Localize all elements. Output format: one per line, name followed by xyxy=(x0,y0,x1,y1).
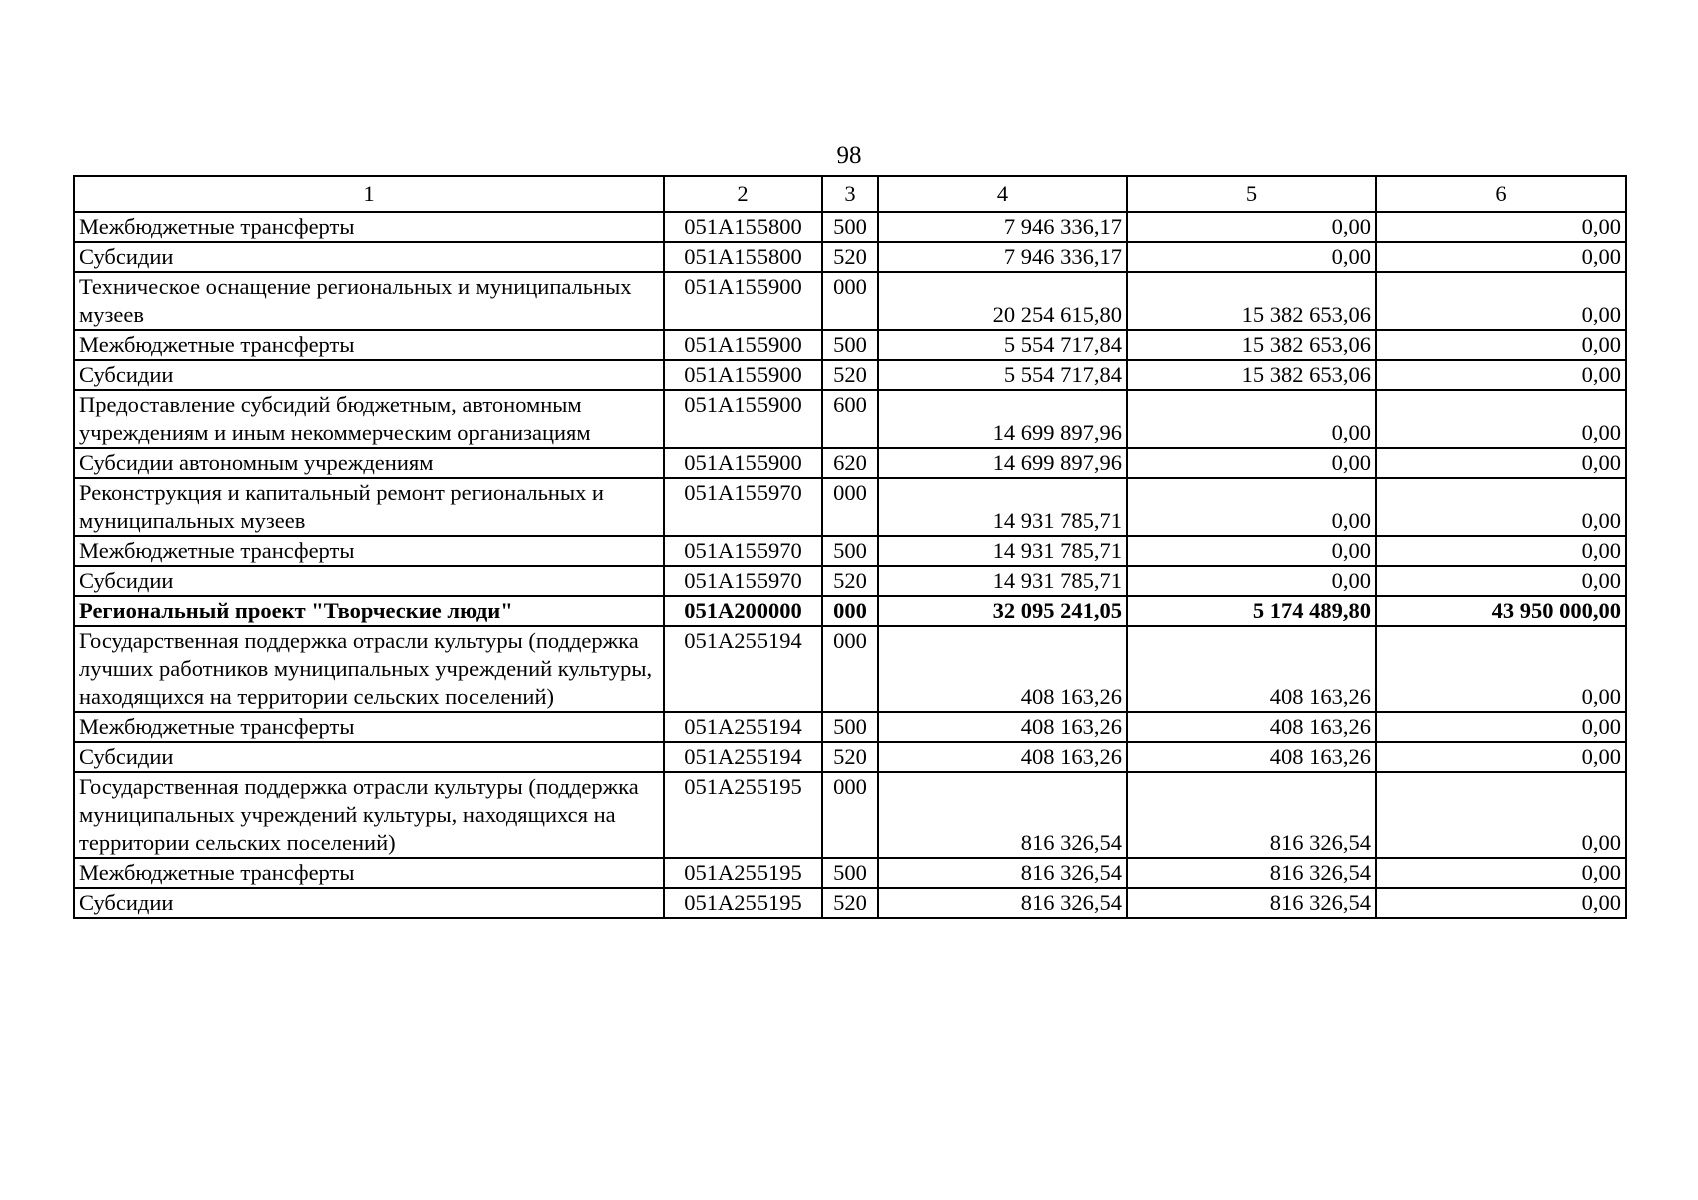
row-value-6-cell: 0,00 xyxy=(1376,330,1626,360)
table-row xyxy=(74,360,1626,390)
row-name-cell: Техническое оснащение региональных и муниципальных музеев xyxy=(74,272,664,330)
row-name-cell: Предоставление субсидий бюджетным, автономным учреждениям и иным некоммерческим организациям xyxy=(74,390,664,448)
column-header-6: 6 xyxy=(1376,176,1626,212)
table-row xyxy=(74,888,1626,918)
row-code-cell: 051A155900 xyxy=(664,448,822,478)
row-value-6-cell: 0,00 xyxy=(1376,448,1626,478)
table-row xyxy=(74,772,1626,858)
row-type-cell: 500 xyxy=(822,536,878,566)
row-type-cell: 500 xyxy=(822,858,878,888)
row-value-5-cell: 816 326,54 xyxy=(1127,888,1376,918)
row-type-cell: 620 xyxy=(822,448,878,478)
table-row xyxy=(74,212,1626,242)
row-value-4-cell: 7 946 336,17 xyxy=(878,242,1127,272)
table-row xyxy=(74,242,1626,272)
row-value-4-cell: 408 163,26 xyxy=(878,712,1127,742)
row-value-4-cell: 7 946 336,17 xyxy=(878,212,1127,242)
column-header-1: 1 xyxy=(74,176,664,212)
row-code-cell: 051A155900 xyxy=(664,272,822,330)
table-row xyxy=(74,596,1626,626)
row-value-5-cell: 0,00 xyxy=(1127,448,1376,478)
row-type-cell: 520 xyxy=(822,242,878,272)
row-value-6-cell: 0,00 xyxy=(1376,626,1626,712)
row-type-cell: 500 xyxy=(822,330,878,360)
row-value-5-cell: 408 163,26 xyxy=(1127,626,1376,712)
header-row xyxy=(74,176,1626,212)
row-type-cell: 000 xyxy=(822,772,878,858)
row-name-cell: Государственная поддержка отрасли культуры (поддержка лучших работников муниципальных учреждений культуры, находящихся на территории сельских поселений) xyxy=(74,626,664,712)
row-code-cell: 051A155800 xyxy=(664,242,822,272)
row-code-cell: 051A255194 xyxy=(664,626,822,712)
row-code-cell: 051A255194 xyxy=(664,742,822,772)
row-code-cell: 051A155800 xyxy=(664,212,822,242)
page-number: 98 xyxy=(836,142,862,169)
row-value-5-cell: 408 163,26 xyxy=(1127,712,1376,742)
row-name-cell: Региональный проект "Творческие люди" xyxy=(74,596,664,626)
table-row xyxy=(74,566,1626,596)
row-value-5-cell: 0,00 xyxy=(1127,478,1376,536)
row-value-4-cell: 32 095 241,05 xyxy=(878,596,1127,626)
row-code-cell: 051A155900 xyxy=(664,330,822,360)
row-value-4-cell: 408 163,26 xyxy=(878,626,1127,712)
row-value-6-cell: 0,00 xyxy=(1376,712,1626,742)
row-code-cell: 051A255195 xyxy=(664,888,822,918)
row-code-cell: 051A255195 xyxy=(664,858,822,888)
row-type-cell: 600 xyxy=(822,390,878,448)
row-value-4-cell: 816 326,54 xyxy=(878,888,1127,918)
row-name-cell: Межбюджетные трансферты xyxy=(74,712,664,742)
row-name-cell: Межбюджетные трансферты xyxy=(74,536,664,566)
row-name-cell: Межбюджетные трансферты xyxy=(74,212,664,242)
row-value-5-cell: 0,00 xyxy=(1127,566,1376,596)
row-value-4-cell: 408 163,26 xyxy=(878,742,1127,772)
row-value-5-cell: 816 326,54 xyxy=(1127,772,1376,858)
column-header-2: 2 xyxy=(664,176,822,212)
row-value-4-cell: 14 931 785,71 xyxy=(878,566,1127,596)
table-row xyxy=(74,742,1626,772)
row-value-4-cell: 20 254 615,80 xyxy=(878,272,1127,330)
column-header-3: 3 xyxy=(822,176,878,212)
row-value-6-cell: 0,00 xyxy=(1376,888,1626,918)
row-name-cell: Государственная поддержка отрасли культуры (поддержка муниципальных учреждений культуры, находящихся на территории сельских поселений) xyxy=(74,772,664,858)
row-code-cell: 051A155970 xyxy=(664,566,822,596)
row-value-6-cell: 0,00 xyxy=(1376,390,1626,448)
row-value-5-cell: 0,00 xyxy=(1127,212,1376,242)
row-value-5-cell: 15 382 653,06 xyxy=(1127,330,1376,360)
row-type-cell: 000 xyxy=(822,626,878,712)
row-code-cell: 051A155900 xyxy=(664,390,822,448)
table-body xyxy=(74,176,1626,918)
table-row xyxy=(74,712,1626,742)
row-name-cell: Субсидии xyxy=(74,242,664,272)
row-value-5-cell: 0,00 xyxy=(1127,242,1376,272)
row-value-6-cell: 0,00 xyxy=(1376,212,1626,242)
row-value-6-cell: 0,00 xyxy=(1376,566,1626,596)
row-value-5-cell: 5 174 489,80 xyxy=(1127,596,1376,626)
row-value-6-cell: 0,00 xyxy=(1376,360,1626,390)
row-value-5-cell: 0,00 xyxy=(1127,536,1376,566)
row-name-cell: Субсидии автономным учреждениям xyxy=(74,448,664,478)
row-type-cell: 000 xyxy=(822,478,878,536)
row-code-cell: 051A155970 xyxy=(664,536,822,566)
row-value-6-cell: 0,00 xyxy=(1376,858,1626,888)
row-type-cell: 000 xyxy=(822,272,878,330)
table-row xyxy=(74,330,1626,360)
column-header-5: 5 xyxy=(1127,176,1376,212)
table-row xyxy=(74,478,1626,536)
row-value-6-cell: 0,00 xyxy=(1376,242,1626,272)
row-value-6-cell: 0,00 xyxy=(1376,272,1626,330)
row-value-4-cell: 816 326,54 xyxy=(878,772,1127,858)
table-row xyxy=(74,390,1626,448)
table-row xyxy=(74,448,1626,478)
row-value-6-cell: 0,00 xyxy=(1376,478,1626,536)
row-value-6-cell: 0,00 xyxy=(1376,772,1626,858)
row-value-4-cell: 14 699 897,96 xyxy=(878,390,1127,448)
row-name-cell: Реконструкция и капитальный ремонт региональных и муниципальных музеев xyxy=(74,478,664,536)
row-value-5-cell: 15 382 653,06 xyxy=(1127,360,1376,390)
row-value-4-cell: 14 931 785,71 xyxy=(878,478,1127,536)
row-name-cell: Субсидии xyxy=(74,360,664,390)
row-value-6-cell: 43 950 000,00 xyxy=(1376,596,1626,626)
table-row xyxy=(74,626,1626,712)
table-row xyxy=(74,858,1626,888)
row-name-cell: Межбюджетные трансферты xyxy=(74,330,664,360)
budget-table xyxy=(73,175,1627,919)
row-code-cell: 051A255194 xyxy=(664,712,822,742)
row-type-cell: 520 xyxy=(822,888,878,918)
row-type-cell: 000 xyxy=(822,596,878,626)
row-value-4-cell: 816 326,54 xyxy=(878,858,1127,888)
row-value-4-cell: 14 931 785,71 xyxy=(878,536,1127,566)
row-name-cell: Субсидии xyxy=(74,742,664,772)
column-header-4: 4 xyxy=(878,176,1127,212)
row-name-cell: Субсидии xyxy=(74,888,664,918)
table-row xyxy=(74,272,1626,330)
row-name-cell: Межбюджетные трансферты xyxy=(74,858,664,888)
row-value-5-cell: 15 382 653,06 xyxy=(1127,272,1376,330)
table-row xyxy=(74,536,1626,566)
row-type-cell: 520 xyxy=(822,742,878,772)
row-code-cell: 051A200000 xyxy=(664,596,822,626)
row-value-6-cell: 0,00 xyxy=(1376,742,1626,772)
row-value-4-cell: 14 699 897,96 xyxy=(878,448,1127,478)
row-type-cell: 520 xyxy=(822,566,878,596)
row-type-cell: 500 xyxy=(822,712,878,742)
row-value-4-cell: 5 554 717,84 xyxy=(878,360,1127,390)
row-type-cell: 520 xyxy=(822,360,878,390)
row-value-5-cell: 408 163,26 xyxy=(1127,742,1376,772)
row-value-5-cell: 816 326,54 xyxy=(1127,858,1376,888)
row-value-6-cell: 0,00 xyxy=(1376,536,1626,566)
row-type-cell: 500 xyxy=(822,212,878,242)
row-code-cell: 051A255195 xyxy=(664,772,822,858)
row-name-cell: Субсидии xyxy=(74,566,664,596)
row-code-cell: 051A155900 xyxy=(664,360,822,390)
row-value-5-cell: 0,00 xyxy=(1127,390,1376,448)
row-value-4-cell: 5 554 717,84 xyxy=(878,330,1127,360)
row-code-cell: 051A155970 xyxy=(664,478,822,536)
